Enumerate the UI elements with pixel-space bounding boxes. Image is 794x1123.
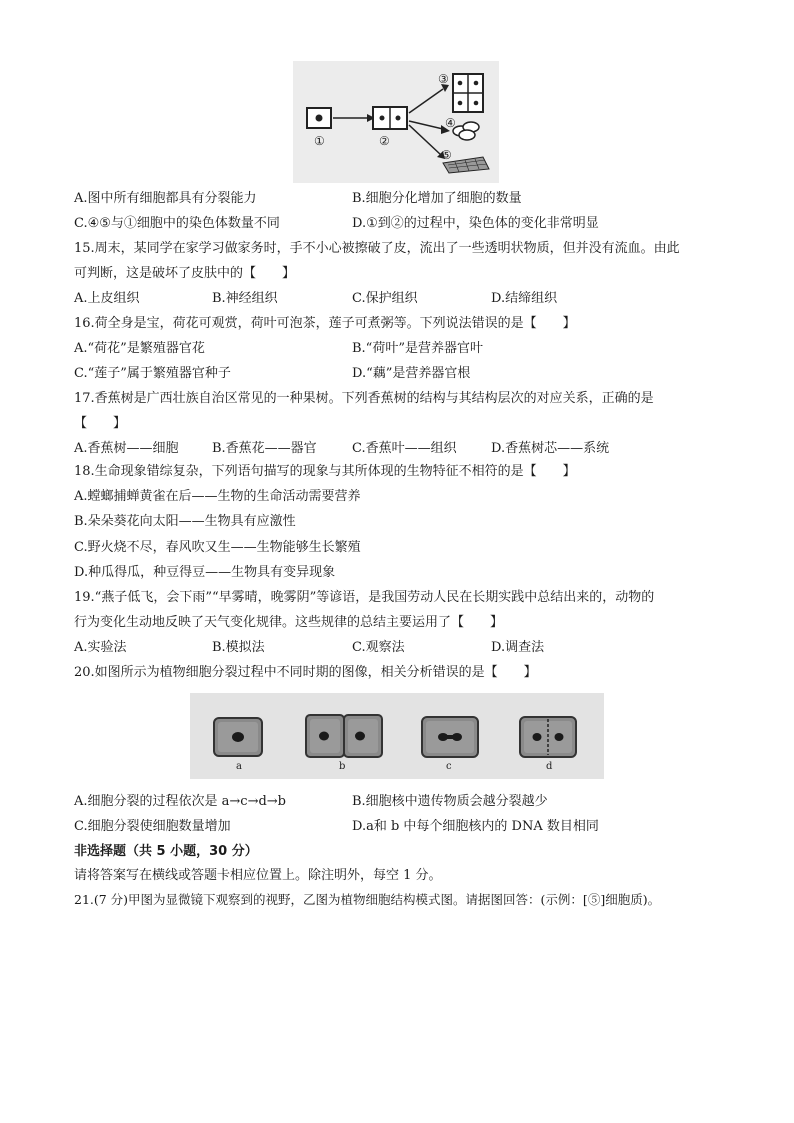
q19-stem-line1: 19.“燕子低飞，会下雨”“早雾晴，晚雾阴”等谚语，是我国劳动人民在长期实践中总结出来的，动物的 <box>74 590 655 605</box>
section-instruction: 请将答案写在横线或答题卡相应位置上。除注明外，每空 1 分。 <box>74 868 442 883</box>
figure-label-d: d <box>546 761 553 772</box>
q19-option-a: A.实验法 <box>74 640 127 655</box>
q17-option-d: D.香蕉树芯——系统 <box>491 441 610 456</box>
q15-stem-line1: 15.周末，某同学在家学习做家务时，手不小心被擦破了皮，流出了一些透明状物质，但并没有流血。由此 <box>74 241 680 256</box>
q20-option-a: A.细胞分裂的过程依次是 a→c→d→b <box>74 794 287 809</box>
q15-stem-line2: 可判断，这是破坏了皮肤中的【 】 <box>74 266 296 281</box>
q16-stem: 16.荷全身是宝，荷花可观赏，荷叶可泡茶，莲子可煮粥等。下列说法错误的是【 】 <box>74 316 576 331</box>
q14-option-c: C.④⑤与①细胞中的染色体数量不同 <box>74 216 280 231</box>
q19-option-c: C.观察法 <box>352 640 405 655</box>
q19-option-b: B.模拟法 <box>212 640 265 655</box>
q16-option-a: A.“荷花”是繁殖器官花 <box>74 341 205 356</box>
q15-option-c: C.保护组织 <box>352 291 418 306</box>
q16-option-d: D.“藕”是营养器官根 <box>352 366 471 381</box>
q14-option-b: B.细胞分化增加了细胞的数量 <box>352 191 522 206</box>
q18-stem: 18.生命现象错综复杂，下列语句描写的现象与其所体现的生物特征不相符的是【 】 <box>74 464 576 479</box>
figure-label-5: ⑤ <box>441 148 452 162</box>
q14-option-d: D.①到②的过程中，染色体的变化非常明显 <box>352 216 599 231</box>
figure-label-1: ① <box>314 134 325 148</box>
figure-label-3: ③ <box>438 72 449 86</box>
q17-stem-line1: 17.香蕉树是广西壮族自治区常见的一种果树。下列香蕉树的结构与其结构层次的对应关系，正确的是 <box>74 391 654 406</box>
q17-option-c: C.香蕉叶——组织 <box>352 441 457 456</box>
q20-stem: 20.如图所示为植物细胞分裂过程中不同时期的图像，相关分析错误的是【 】 <box>74 665 537 680</box>
q19-stem-line2: 行为变化生动地反映了天气变化规律。这些规律的总结主要运用了【 】 <box>74 615 504 630</box>
q20-option-b: B.细胞核中遗传物质会越分裂越少 <box>352 794 548 809</box>
figure-label-2: ② <box>379 134 390 148</box>
q18-option-b: B.朵朵葵花向太阳——生物具有应激性 <box>74 514 296 529</box>
figure-label-4: ④ <box>445 116 456 130</box>
section-title: 非选择题（共 5 小题，30 分） <box>74 844 258 859</box>
q17-stem-line2: 【 】 <box>74 416 127 431</box>
q15-option-a: A.上皮组织 <box>74 291 140 306</box>
q18-option-c: C.野火烧不尽，春风吹又生——生物能够生长繁殖 <box>74 540 361 555</box>
q16-option-b: B.“荷叶”是营养器官叶 <box>352 341 483 356</box>
q17-option-b: B.香蕉花——器官 <box>212 441 317 456</box>
q16-option-c: C.“莲子”属于繁殖器官种子 <box>74 366 231 381</box>
q15-option-d: D.结缔组织 <box>491 291 558 306</box>
q17-option-a: A.香蕉树——细胞 <box>74 441 179 456</box>
figure-label-b: b <box>339 761 346 772</box>
figure-label-c: c <box>446 761 452 772</box>
q19-option-d: D.调查法 <box>491 640 545 655</box>
q20-option-d: D.a和 b 中每个细胞核内的 DNA 数目相同 <box>352 819 599 834</box>
q18-option-d: D.种瓜得瓜，种豆得豆——生物具有变异现象 <box>74 565 336 580</box>
q18-option-a: A.螳螂捕蝉黄雀在后——生物的生命活动需要营养 <box>74 489 361 504</box>
q15-option-b: B.神经组织 <box>212 291 278 306</box>
figure-label-a: a <box>236 761 242 772</box>
cell-differentiation-figure <box>293 61 499 183</box>
cell-division-figure <box>190 693 604 779</box>
q14-option-a: A.图中所有细胞都具有分裂能力 <box>74 191 257 206</box>
q20-option-c: C.细胞分裂使细胞数量增加 <box>74 819 231 834</box>
q21-stem: 21.(7 分)甲图为显微镜下观察到的视野，乙图为植物细胞结构模式图。请据图回答：(示例：[⑤]细胞质)。 <box>74 892 661 907</box>
